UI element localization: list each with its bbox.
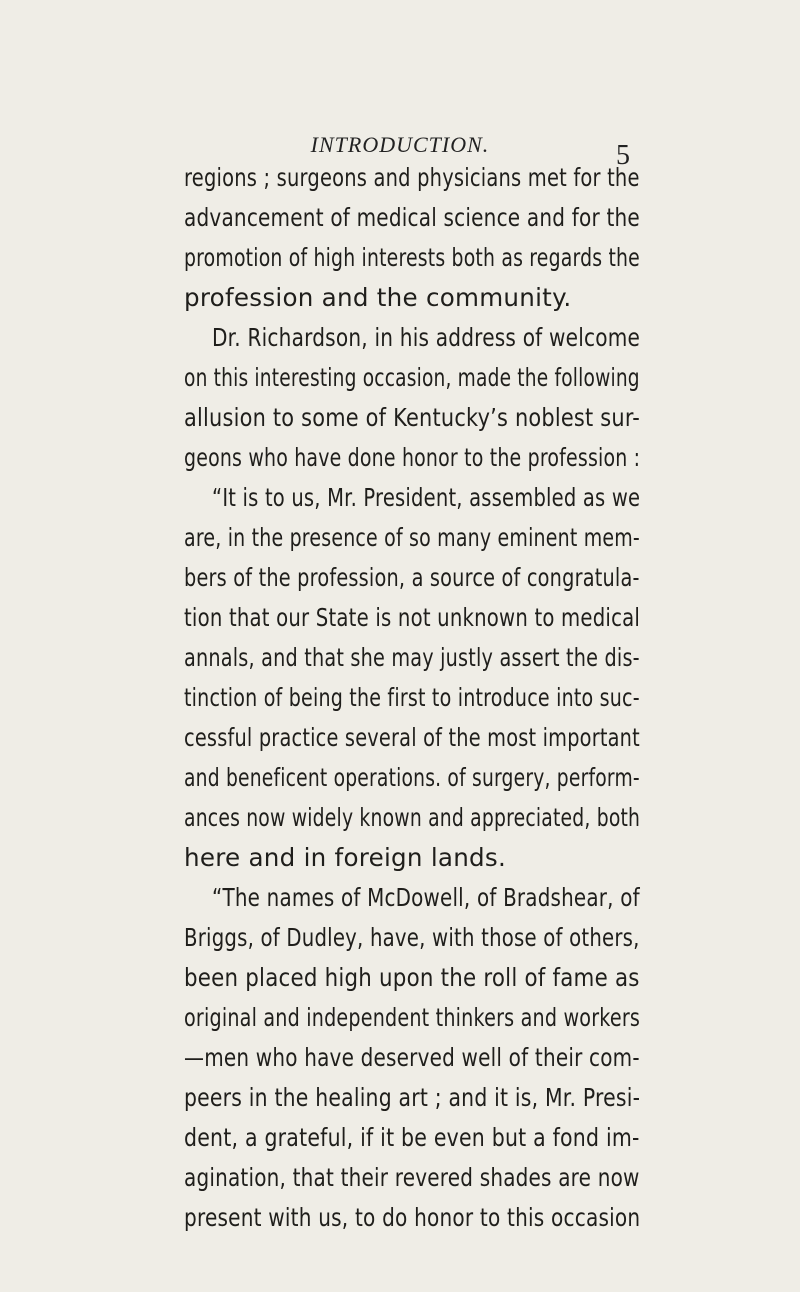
text-line: advancement of medical science and for the [184, 203, 640, 232]
text-line: been placed high upon the roll of fame as [184, 963, 640, 992]
text-line: cessful practice several of the most important [184, 723, 640, 752]
text-line: geons who have done honor to the profession : [184, 443, 641, 472]
text-line: ances now widely known and appreciated, both [184, 803, 641, 832]
text-line: allusion to some of Kentucky’s noblest sur- [184, 403, 641, 432]
text-line: Briggs, of Dudley, have, with those of others, [184, 923, 640, 952]
paragraph-start-line: “It is to us, Mr. President, assembled as we [212, 483, 641, 512]
text-line: original and independent thinkers and workers [184, 1003, 641, 1032]
text-line: tinction of being the first to introduce into suc- [184, 683, 640, 712]
text-line: bers of the profession, a source of congratula- [184, 563, 640, 592]
text-line: regions ; surgeons and physicians met for the [184, 163, 640, 192]
running-head: INTRODUCTION. [310, 132, 490, 157]
text-line: profession and the community. [184, 283, 572, 312]
text-line: on this interesting occasion, made the following [184, 363, 640, 392]
paragraph-start-line: “The names of McDowell, of Bradshear, of [212, 883, 640, 912]
text-line: agination, that their revered shades are now [184, 1163, 640, 1192]
text-line: —men who have deserved well of their com- [184, 1043, 640, 1072]
paragraph-start-line: Dr. Richardson, in his address of welcome [212, 323, 641, 352]
text-line: peers in the healing art ; and it is, Mr. Presi- [184, 1083, 641, 1112]
text-line: here and in foreign lands. [184, 843, 507, 872]
text-line: dent, a grateful, if it be even but a fond im- [184, 1123, 640, 1152]
text-line: are, in the presence of so many eminent mem- [184, 523, 640, 552]
page-number: 5 [616, 140, 630, 171]
text-line: tion that our State is not unknown to medical [184, 603, 641, 632]
text-line: annals, and that she may justly assert the dis- [184, 643, 640, 672]
text-line: and beneficent operations. of surgery, perform- [184, 763, 640, 792]
text-line: promotion of high interests both as regards the [184, 243, 640, 272]
text-line: present with us, to do honor to this occasion [184, 1203, 641, 1232]
